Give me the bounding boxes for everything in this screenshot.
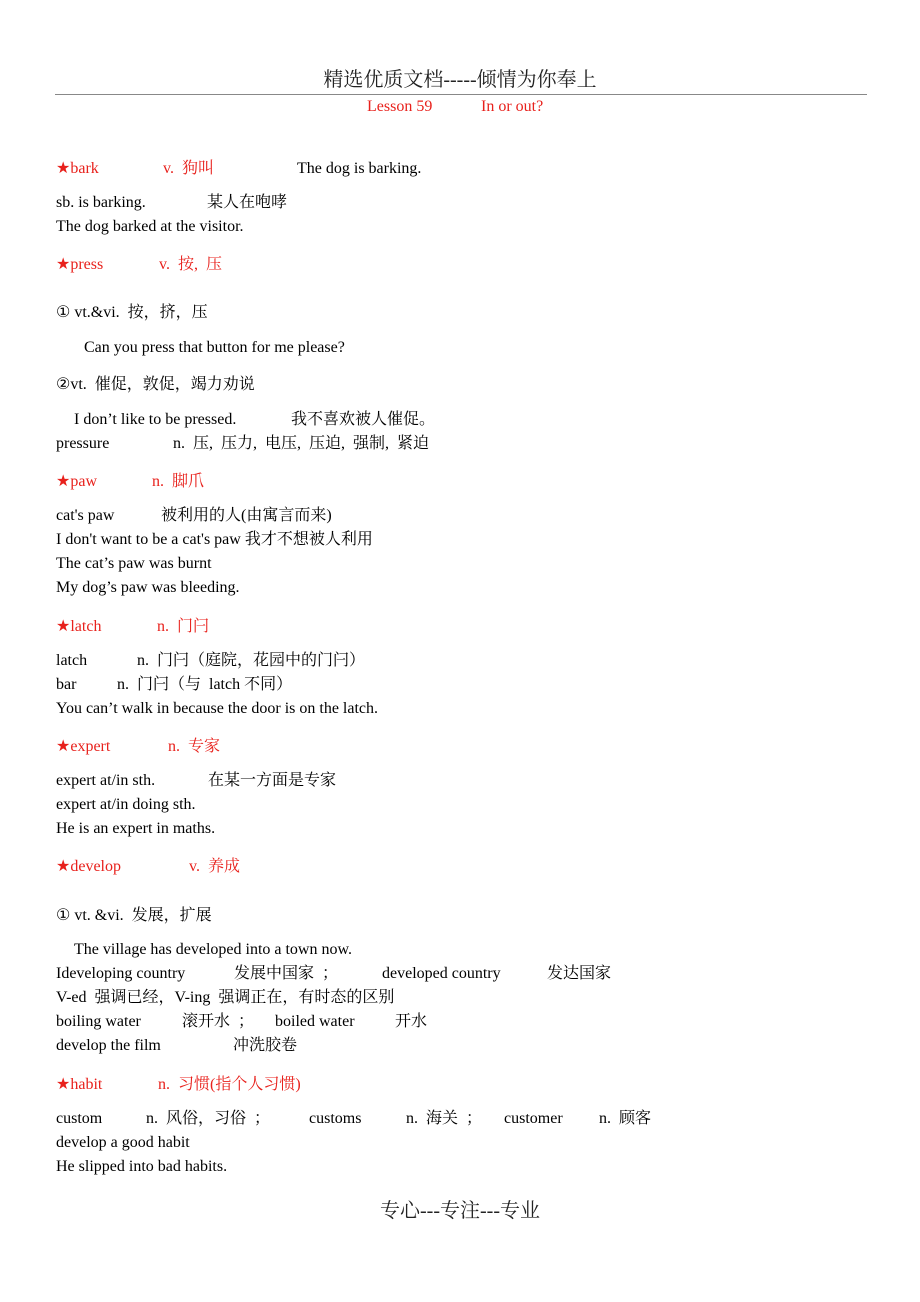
entry-develop-sense: ① vt. &vi. 发展，扩展 — [56, 907, 212, 924]
entry-develop-line: developed country — [382, 965, 501, 982]
entry-latch-line: n. 门闩（庭院，花园中的门闩） — [137, 652, 366, 669]
entry-press-example: I don’t like to be pressed. — [74, 411, 237, 428]
entry-press-related-def: n. 压, 压力, 电压, 压迫, 强制, 紧迫 — [173, 435, 430, 452]
entry-bark-def: v. 狗叫 — [163, 160, 214, 177]
entry-develop-def: v. 养成 — [189, 858, 240, 875]
entry-expert-line: expert at/in doing sth. — [56, 796, 196, 813]
entry-latch-line: n. 门闩（与 latch 不同） — [117, 676, 293, 693]
entry-habit-line: He slipped into bad habits. — [56, 1158, 228, 1175]
entry-latch-line: latch — [56, 652, 88, 669]
entry-develop-line: boiled water — [275, 1013, 355, 1030]
entry-develop-line: V-ed 强调已经，V-ing 强调正在，有时态的区别 — [56, 989, 395, 1006]
entry-expert-line: expert at/in sth. — [56, 772, 156, 789]
entry-press-example: Can you press that button for me please? — [84, 339, 345, 356]
entry-develop-line: 发达国家 — [547, 965, 612, 982]
entry-expert-line: He is an expert in maths. — [56, 820, 216, 837]
entry-develop-word: ★develop — [56, 858, 121, 875]
entry-latch-word: ★latch — [56, 618, 102, 635]
entry-expert-line: 在某一方面是专家 — [208, 772, 337, 789]
lesson-title: In or out? — [481, 98, 544, 115]
entry-latch-def: n. 门闩 — [157, 618, 210, 635]
entry-develop-line: 发展中国家 ； — [234, 965, 339, 982]
entry-bark-word: ★bark — [56, 160, 99, 177]
entry-habit-word: ★habit — [56, 1076, 103, 1093]
entry-latch-line: bar — [56, 676, 77, 693]
entry-habit-def: n. 习惯(指个人习惯) — [158, 1076, 301, 1093]
lesson-number: Lesson 59 — [367, 98, 433, 115]
entry-paw-word: ★paw — [56, 473, 97, 490]
entry-press-def: v. 按, 压 — [159, 256, 222, 273]
entry-paw-line: I don't want to be a cat's paw 我才不想被人利用 — [56, 531, 373, 548]
entry-paw-line: cat's paw — [56, 507, 115, 524]
entry-bark-example: The dog is barking. — [297, 160, 422, 177]
entry-develop-line: 开水 — [395, 1013, 428, 1030]
entry-develop-line: boiling water — [56, 1013, 141, 1030]
entry-paw-line: 被利用的人(由寓言而来) — [161, 507, 332, 524]
entry-bark-line: The dog barked at the visitor. — [56, 218, 244, 235]
entry-press-related: pressure — [56, 435, 110, 452]
entry-develop-line: 冲洗胶卷 — [233, 1037, 298, 1054]
entry-develop-line: develop the film — [56, 1037, 161, 1054]
entry-habit-line: n. 顾客 — [599, 1110, 652, 1127]
entry-bark-line: sb. is barking. — [56, 194, 146, 211]
entry-paw-line: My dog’s paw was bleeding. — [56, 579, 240, 596]
page-header-title: 精选优质文档-----倾情为你奉上 — [323, 69, 597, 91]
entry-press-sense: ②vt. 催促，敦促，竭力劝说 — [56, 376, 255, 393]
entry-expert-def: n. 专家 — [168, 738, 221, 755]
entry-habit-line: n. 海关 ； — [406, 1110, 483, 1127]
entry-expert-word: ★expert — [56, 738, 111, 755]
entry-latch-line: You can’t walk in because the door is on the latch. — [56, 700, 379, 717]
entry-develop-line: Ideveloping country — [56, 965, 186, 982]
entry-paw-def: n. 脚爪 — [152, 473, 205, 490]
entry-habit-line: customs — [309, 1110, 362, 1127]
entry-develop-line: 滚开水 ； — [182, 1013, 255, 1030]
header-divider — [55, 94, 867, 95]
entry-habit-line: develop a good habit — [56, 1134, 190, 1151]
entry-press-example-cn: 我不喜欢被人催促。 — [291, 411, 436, 428]
entry-develop-example: The village has developed into a town now. — [74, 941, 352, 958]
entry-habit-line: n. 风俗，习俗 ； — [146, 1110, 271, 1127]
entry-habit-line: customer — [504, 1110, 563, 1127]
page-footer: 专心---专注---专业 — [380, 1200, 540, 1222]
entry-press-sense: ① vt.&vi. 按，挤，压 — [56, 304, 208, 321]
entry-habit-line: custom — [56, 1110, 103, 1127]
entry-press-word: ★press — [56, 256, 104, 273]
entry-bark-line: 某人在咆哮 — [207, 194, 288, 211]
entry-paw-line: The cat’s paw was burnt — [56, 555, 212, 572]
